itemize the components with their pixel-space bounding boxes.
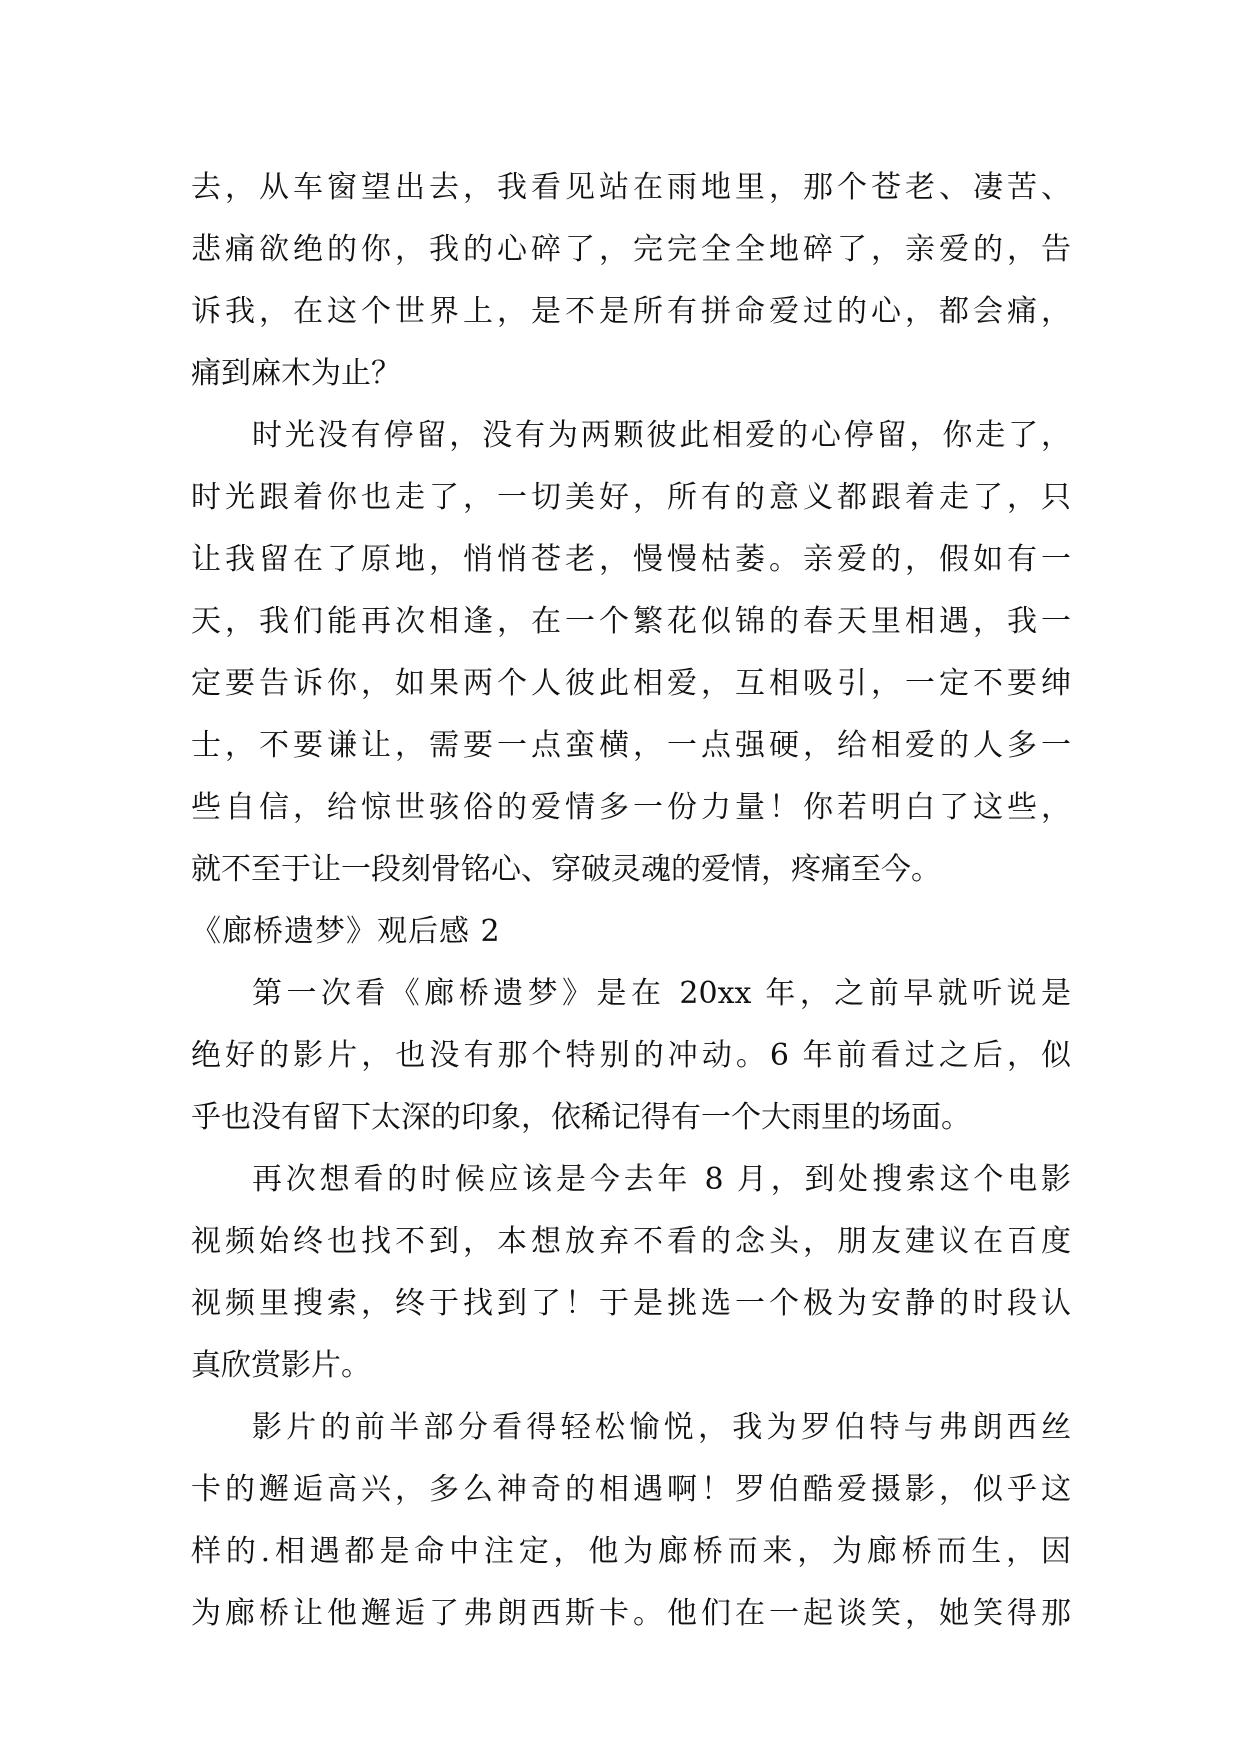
text-line: 绝好的影片，也没有那个特别的冲动。6 年前看过之后，似 xyxy=(191,1038,1071,1073)
text-line: 卡的邂逅高兴，多么神奇的相遇啊！罗伯酷爱摄影，似乎这 xyxy=(191,1472,1071,1507)
text-line: 定要告诉你，如果两个人彼此相爱，互相吸引，一定不要绅 xyxy=(191,666,1071,701)
text-line: 痛到麻木为止？ xyxy=(191,356,401,391)
text-line: 就不至于让一段刻骨铭心、穿破灵魂的爱情，疼痛至今。 xyxy=(191,852,941,887)
text-line: 诉我，在这个世界上，是不是所有拼命爱过的心，都会痛， xyxy=(191,294,1071,329)
paragraph-first-line: 再次想看的时候应该是今去年 8 月，到处搜索这个电影 xyxy=(252,1162,1071,1197)
text-line: 样的.相遇都是命中注定，他为廊桥而来，为廊桥而生，因 xyxy=(191,1534,1071,1569)
text-line: 天，我们能再次相逢，在一个繁花似锦的春天里相遇，我一 xyxy=(191,604,1071,639)
text-line: 真欣赏影片。 xyxy=(191,1348,371,1383)
text-line: 士，不要谦让，需要一点蛮横，一点强硬，给相爱的人多一 xyxy=(191,728,1071,763)
text-line: 去，从车窗望出去，我看见站在雨地里，那个苍老、凄苦、 xyxy=(191,170,1071,205)
section-heading: 《廊桥遗梦》观后感 2 xyxy=(191,914,501,949)
text-line: 为廊桥让他邂逅了弗朗西斯卡。他们在一起谈笑，她笑得那 xyxy=(191,1596,1071,1631)
text-line: 视频始终也找不到，本想放弃不看的念头，朋友建议在百度 xyxy=(191,1224,1071,1259)
text-line: 些自信，给惊世骇俗的爱情多一份力量！你若明白了这些， xyxy=(191,790,1071,825)
document-body xyxy=(191,157,1071,1645)
text-line: 时光跟着你也走了，一切美好，所有的意义都跟着走了，只 xyxy=(191,480,1071,515)
paragraph-first-line: 影片的前半部分看得轻松愉悦，我为罗伯特与弗朗西丝 xyxy=(252,1410,1071,1445)
text-line: 乎也没有留下太深的印象，依稀记得有一个大雨里的场面。 xyxy=(191,1100,971,1135)
text-line: 让我留在了原地，悄悄苍老，慢慢枯萎。亲爱的，假如有一 xyxy=(191,542,1071,577)
text-line: 视频里搜索，终于找到了！于是挑选一个极为安静的时段认 xyxy=(191,1286,1071,1321)
paragraph-first-line: 时光没有停留，没有为两颗彼此相爱的心停留，你走了， xyxy=(252,418,1071,453)
text-line: 悲痛欲绝的你，我的心碎了，完完全全地碎了，亲爱的，告 xyxy=(191,232,1071,267)
paragraph-first-line: 第一次看《廊桥遗梦》是在 20xx 年，之前早就听说是 xyxy=(252,976,1071,1011)
